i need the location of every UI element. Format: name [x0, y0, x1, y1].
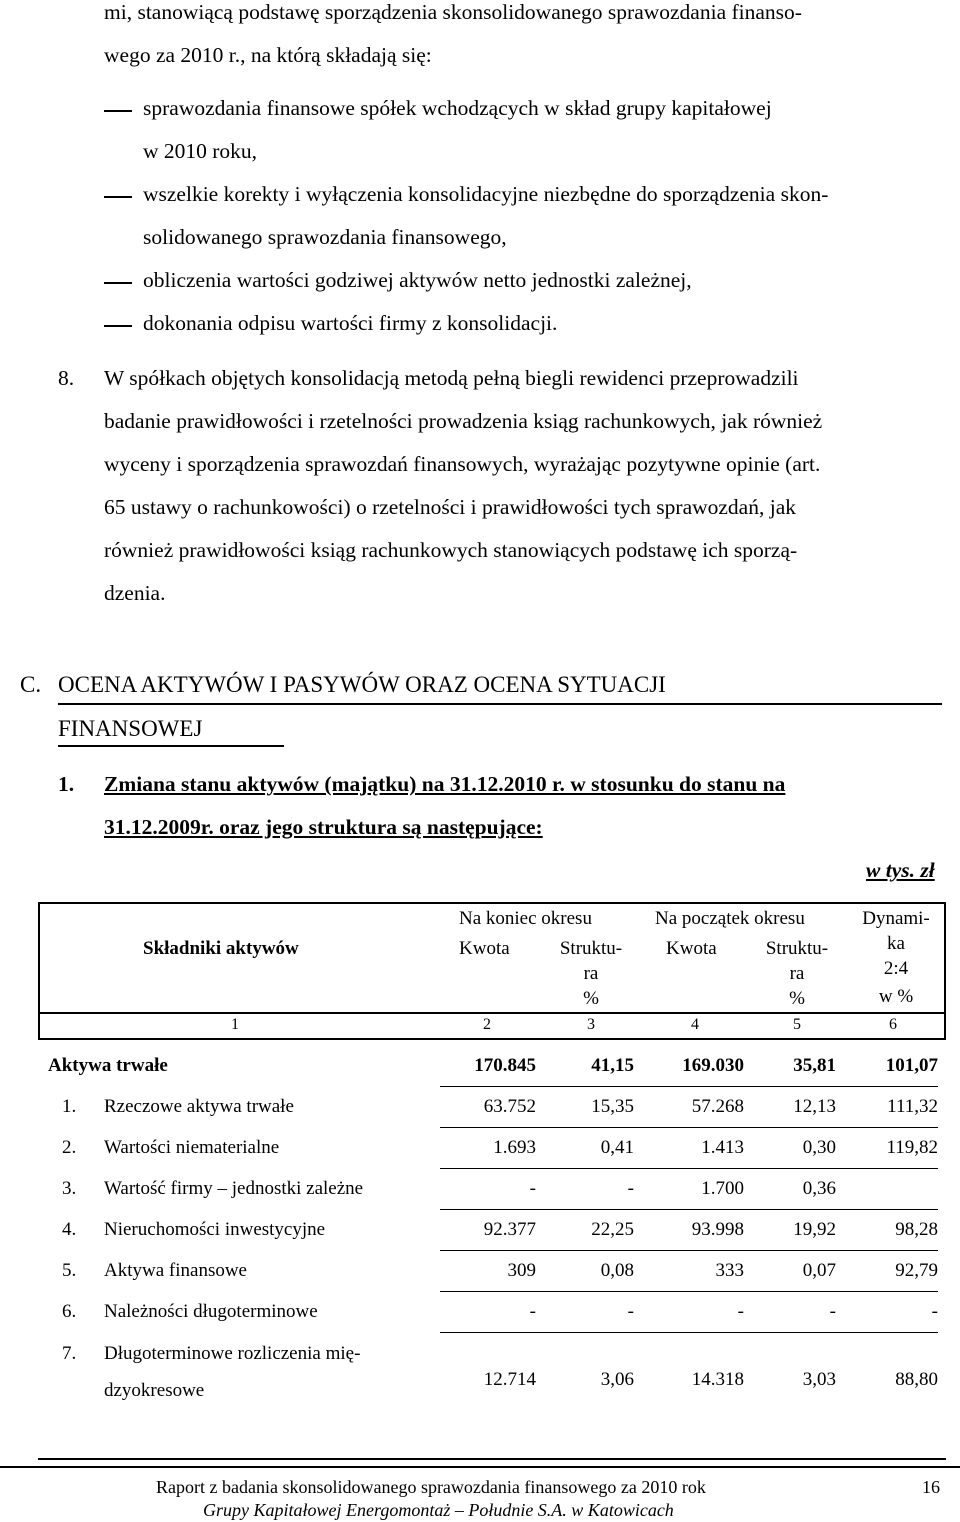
col-number: 5 [793, 1016, 801, 1033]
subsection-line-1: Zmiana stanu aktywów (majątku) na 31.12.2010 r. w stosunku do stanu na [104, 772, 786, 796]
row-number: 3. [62, 1178, 77, 1199]
table-right-border [944, 902, 946, 1040]
section-title-line-2: FINANSOWEJ [58, 716, 203, 741]
dash-bullet [104, 196, 132, 198]
row-separator [440, 1086, 938, 1087]
row-value: - [931, 1301, 938, 1322]
header-start-period: Na początek okresu [655, 908, 805, 929]
section-title-line-1: OCENA AKTYWÓW I PASYWÓW ORAZ OCENA SYTUACJI [58, 672, 666, 697]
row-value: 15,35 [591, 1096, 634, 1117]
table-left-border [38, 902, 40, 1040]
table-header-divider [38, 1012, 946, 1014]
row-value: 309 [507, 1260, 536, 1281]
row-number: 6. [62, 1301, 77, 1322]
row-separator [440, 1250, 938, 1251]
header-structure-end-3: % [583, 988, 599, 1009]
total-row-value: 169.030 [682, 1055, 744, 1076]
row-separator [440, 1291, 938, 1292]
page-number: 16 [922, 1477, 940, 1497]
row-value: - [529, 1178, 536, 1199]
footer-report-title: Raport z badania skonsolidowanego sprawozdania finansowego za 2010 rok [156, 1477, 706, 1497]
row-value: 0,30 [802, 1137, 836, 1158]
row-number: 4. [62, 1219, 77, 1240]
row-separator [440, 1168, 938, 1169]
point-8-line-1: W spółkach objętych konsolidacją metodą pełną biegli rewidenci przeprowadzili [104, 366, 799, 390]
header-structure-end-2: ra [583, 963, 599, 984]
dash-bullet [104, 325, 132, 327]
unit-label: w tys. zł [866, 858, 935, 882]
col-number: 4 [691, 1016, 699, 1033]
point-8-line-4: 65 ustawy o rachunkowości) o rzetelności i prawidłowości tych sprawozdań, jak [104, 495, 796, 519]
point-8-line-3: wyceny i sporządzenia sprawozdań finansowych, wyrażając pozytywne opinie (art. [104, 452, 821, 476]
header-amount-start: Kwota [666, 938, 717, 959]
row-number: 2. [62, 1137, 77, 1158]
row-separator [440, 1332, 938, 1333]
row-value: 57.268 [691, 1096, 744, 1117]
row-value: - [737, 1301, 744, 1322]
bullet-2-line-1: wszelkie korekty i wyłączenia konsolidacyjne niezbędne do sporządzenia skon- [143, 182, 829, 206]
row-label: Wartości niematerialne [104, 1137, 280, 1158]
header-dynamics-2: ka [887, 933, 905, 954]
total-row-value: 41,15 [591, 1055, 634, 1076]
total-row-value: 101,07 [885, 1055, 938, 1076]
row-label: Rzeczowe aktywa trwałe [104, 1096, 294, 1117]
row-value: 0,41 [600, 1137, 634, 1158]
header-dynamics-1: Dynami- [862, 908, 930, 929]
row-value: 14.318 [691, 1369, 744, 1390]
row-label: Wartość firmy – jednostki zależne [104, 1178, 364, 1199]
row-value: 22,25 [591, 1219, 634, 1240]
bullet-4-line-1: dokonania odpisu wartości firmy z konsolidacji. [143, 311, 558, 335]
row-value: 19,92 [793, 1219, 836, 1240]
row-value: 3,03 [802, 1369, 836, 1390]
row-value: 92,79 [895, 1260, 938, 1281]
row-label: Długoterminowe rozliczenia mię- [104, 1343, 361, 1364]
row-value: 3,06 [600, 1369, 634, 1390]
header-amount-end: Kwota [459, 938, 510, 959]
col-number: 6 [889, 1016, 897, 1033]
row-value: 333 [715, 1260, 744, 1281]
header-dynamics-3: 2:4 [883, 958, 909, 979]
row-value: - [529, 1301, 536, 1322]
footer-company: Grupy Kapitałowej Energomontaż – Południe S.A. w Katowicach [203, 1500, 674, 1520]
row-number: 7. [62, 1343, 77, 1364]
bullet-1-line-2: w 2010 roku, [143, 139, 258, 163]
intro-line-1: mi, stanowiącą podstawę sporządzenia skonsolidowanego sprawozdania finanso- [104, 0, 802, 24]
row-value: 88,80 [895, 1369, 938, 1390]
row-label: Nieruchomości inwestycyjne [104, 1219, 326, 1240]
point-8-line-5: również prawidłowości ksiąg rachunkowych stanowiących podstawę ich sporzą- [104, 538, 798, 562]
total-row-label: Aktywa trwałe [48, 1055, 168, 1076]
row-number: 5. [62, 1260, 77, 1281]
row-value: 1.413 [701, 1137, 744, 1158]
point-8-line-6: dzenia. [104, 581, 166, 605]
col-number: 2 [483, 1016, 491, 1033]
row-value: 0,36 [802, 1178, 836, 1199]
section-underline-2 [58, 745, 284, 747]
row-value: - [829, 1301, 836, 1322]
bullet-3-line-1: obliczenia wartości godziwej aktywów netto jednostki zależnej, [143, 268, 692, 292]
row-number: 1. [62, 1096, 77, 1117]
row-value: 63.752 [483, 1096, 536, 1117]
row-value: 111,32 [887, 1096, 938, 1117]
footer-rule [0, 1466, 960, 1468]
header-structure-start-1: Struktu- [765, 938, 829, 959]
row-value: 1.700 [701, 1178, 744, 1199]
table-header-bottom [38, 1038, 946, 1040]
row-value: 12,13 [793, 1096, 836, 1117]
table-top-border [38, 902, 946, 904]
header-structure-end-1: Struktu- [559, 938, 623, 959]
bullet-2-line-2: solidowanego sprawozdania finansowego, [143, 225, 507, 249]
subsection-number: 1. [58, 772, 75, 796]
intro-line-2: wego za 2010 r., na którą składają się: [104, 43, 432, 67]
section-letter: C. [20, 672, 42, 697]
row-label: Należności długoterminowe [104, 1301, 318, 1322]
row-value: 92.377 [483, 1219, 536, 1240]
row-value: 0,08 [600, 1260, 634, 1281]
row-value: 93.998 [691, 1219, 744, 1240]
row-separator [440, 1127, 938, 1128]
header-structure-start-2: ra [789, 963, 805, 984]
header-components: Składniki aktywów [143, 938, 299, 959]
header-end-period: Na koniec okresu [459, 908, 592, 929]
row-value: 12.714 [483, 1369, 536, 1390]
row-label: Aktywa finansowe [104, 1260, 247, 1281]
row-separator [440, 1209, 938, 1210]
point-8-number: 8. [58, 366, 75, 390]
row-value: - [627, 1301, 634, 1322]
header-dynamics-4: w % [878, 986, 914, 1007]
row-value: 119,82 [886, 1137, 938, 1158]
dash-bullet [104, 282, 132, 284]
col-number: 1 [231, 1016, 239, 1033]
subsection-line-2: 31.12.2009r. oraz jego struktura są następujące: [104, 815, 543, 839]
total-row-value: 35,81 [793, 1055, 836, 1076]
point-8-line-2: badanie prawidłowości i rzetelności prowadzenia ksiąg rachunkowych, jak również [104, 409, 823, 433]
dash-bullet [104, 110, 132, 112]
row-value: 0,07 [802, 1260, 836, 1281]
row-label-continued: dzyokresowe [104, 1380, 205, 1401]
row-value: 98,28 [895, 1219, 938, 1240]
row-value: 1.693 [493, 1137, 536, 1158]
col-number: 3 [587, 1016, 595, 1033]
total-row-value: 170.845 [474, 1055, 536, 1076]
page-bottom-rule [38, 1458, 946, 1460]
section-underline-1 [58, 703, 942, 705]
bullet-1-line-1: sprawozdania finansowe spółek wchodzących w skład grupy kapitałowej [143, 96, 772, 120]
header-structure-start-3: % [789, 988, 805, 1009]
row-value: - [627, 1178, 634, 1199]
